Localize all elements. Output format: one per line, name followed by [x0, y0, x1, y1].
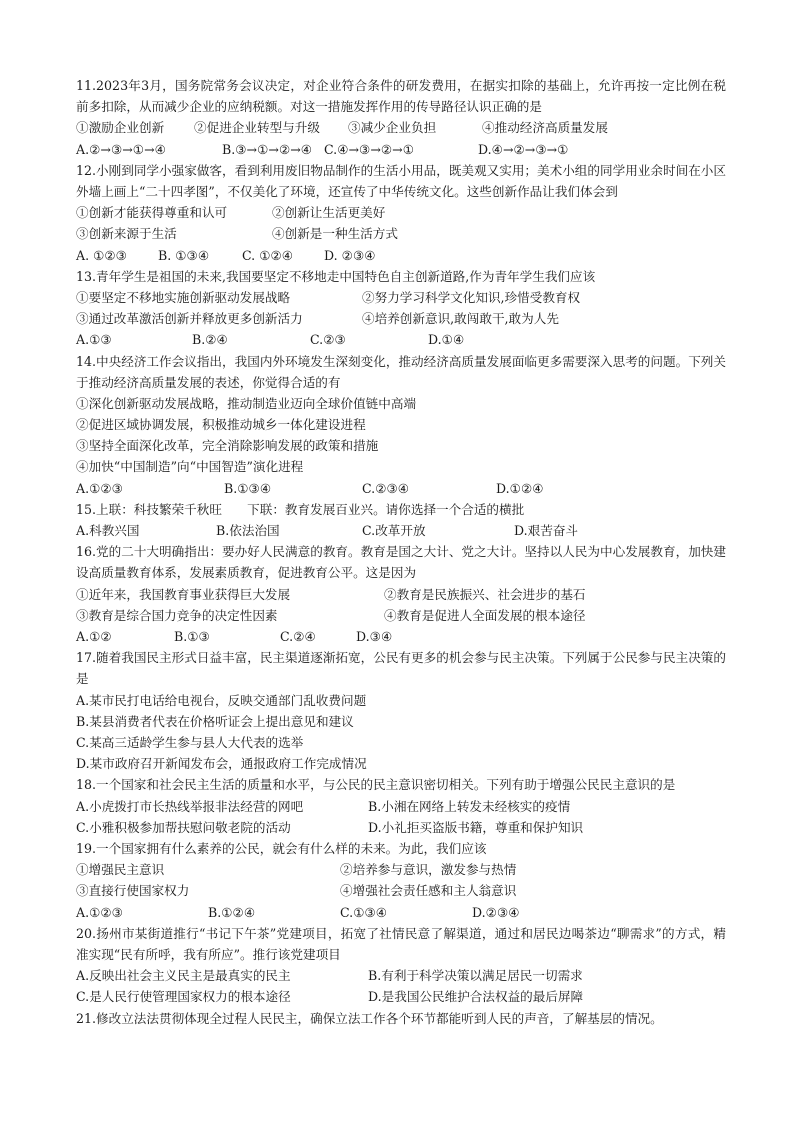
statement: ③通过改革激活创新并释放更多创新活力 — [76, 311, 303, 327]
option-c: C.改革开放 — [362, 523, 426, 539]
option-c: C.④→③→②→① — [324, 141, 415, 157]
option-a: A.②→③→①→④ — [76, 141, 166, 157]
options-row — [76, 796, 726, 817]
option-d: D.④→②→③→① — [478, 141, 569, 157]
statement-row — [76, 287, 726, 308]
question-stem: 15.上联：科技繁荣千秋旺 下联：教育发展百业兴。请你选择一个合适的横批 — [76, 501, 525, 517]
option-a: A.某市民打电话给电视台，反映交通部门乱收费问题 — [76, 692, 367, 708]
question-stem: 18.一个国家和社会民主生活的质量和水平，与公民的民主意识密切相关。下列有助于增强公民民主意识的是 — [76, 777, 676, 793]
statement-row — [76, 117, 726, 138]
statement-row — [76, 880, 726, 901]
options-row — [76, 245, 726, 266]
question-11 — [76, 75, 726, 160]
statement: ②促进区域协调发展，积极推动城乡一体化建设进程 — [76, 417, 366, 433]
option-c: C.②③ — [310, 332, 346, 348]
statement: ④教育是促进人全面发展的根本途径 — [384, 607, 586, 623]
statement: ③直接行使国家权力 — [76, 883, 190, 899]
option-d: D. ②③④ — [324, 247, 376, 263]
exam-page — [76, 75, 726, 1029]
option-a: A.①②③ — [76, 480, 123, 496]
question-stem: 12.小刚到同学小强家做客，看到利用废旧物品制作的生活小用品，既美观又实用；美术小组的同学用业余时间在小区外墙上画上“二十四孝图”，不仅美化了环境，还宣传了中华传统文化。这些创新作品让我们体会到 — [76, 162, 726, 199]
option-b: B.某县消费者代表在价格听证会上提出意见和建议 — [76, 713, 354, 729]
statement: ③坚持全面深化改革，完全消除影响发展的政策和措施 — [76, 438, 379, 454]
statement: ②努力学习科学文化知识,珍惜受教育权 — [362, 289, 581, 305]
option-c: C.②③④ — [362, 480, 410, 496]
statement-row — [76, 223, 726, 244]
option-d: D.艰苦奋斗 — [514, 523, 579, 539]
option-c: C.①③④ — [340, 904, 388, 920]
option-b: B.①③④ — [224, 480, 272, 496]
question-stem: 21.修改立法法贯彻体现全过程人民民主，确保立法工作各个环节都能听到人民的声音，了解基层的情况。 — [76, 1010, 663, 1026]
option-b: B.小湘在网络上转发未经核实的疫情 — [368, 798, 571, 814]
option-c: C.②④ — [280, 629, 316, 645]
option-b: B. ①③④ — [158, 247, 210, 263]
statement-row — [76, 605, 726, 626]
question-18 — [76, 774, 726, 838]
statement-row — [76, 202, 726, 223]
option-a: A.①② — [76, 629, 112, 645]
statement: ①增强民主意识 — [76, 862, 165, 878]
options-row — [76, 626, 726, 647]
option-a: A.①②③ — [76, 904, 123, 920]
statement-row — [76, 584, 726, 605]
options-row — [76, 478, 726, 499]
option-c: C. ①②④ — [242, 247, 294, 263]
option-b: B.②④ — [192, 332, 228, 348]
statement: ②促进企业转型与升级 — [194, 120, 320, 136]
option-b: B.有利于科学决策以满足居民一切需求 — [368, 968, 583, 984]
option-d: D.①④ — [428, 332, 465, 348]
options-row — [76, 329, 726, 350]
option-a: A. ①②③ — [76, 247, 127, 263]
statement: ②创新让生活更美好 — [272, 205, 386, 221]
question-14 — [76, 351, 726, 499]
question-20 — [76, 923, 726, 1008]
statement-row — [76, 308, 726, 329]
statement: ③减少企业负担 — [348, 120, 437, 136]
option-b: B.③→①→②→④ — [222, 141, 313, 157]
statement: ④推动经济高质量发展 — [482, 120, 608, 136]
statement: ④增强社会责任感和主人翁意识 — [340, 883, 517, 899]
question-16 — [76, 541, 726, 647]
statement: ④创新是一种生活方式 — [272, 226, 398, 242]
statement: ①深化创新驱动发展战略，推动制造业迈向全球价值链中高端 — [76, 395, 417, 411]
question-stem: 16.党的二十大明确指出：要办好人民满意的教育。教育是国之大计、党之大计。坚持以人民为中心发展教育，加快建设高质量教育体系，发展素质教育，促进教育公平。这是因为 — [76, 544, 726, 581]
option-d: D.①②④ — [496, 480, 544, 496]
statement: ④加快“中国制造”向“中国智造”演化进程 — [76, 459, 304, 475]
option-d: D.小礼拒买盗版书籍，尊重和保护知识 — [368, 819, 584, 835]
question-stem: 11.2023年3月，国务院常务会议决定，对企业符合条件的研发费用，在据实扣除的基础上，允许再按一定比例在税前多扣除，从而减少企业的应纳税额。对这一措施发挥作用的传导路径认识正确的是 — [76, 78, 726, 115]
question-stem: 14.中央经济工作会议指出，我国内外环境发生深刻变化，推动经济高质量发展面临更多需要深入思考的问题。下列关于推动经济高质量发展的表述，你觉得合适的有 — [76, 353, 726, 390]
option-a: A.①③ — [76, 332, 112, 348]
statement: ①近年来，我国教育事业获得巨大发展 — [76, 586, 291, 602]
question-stem: 19.一个国家拥有什么素养的公民，就会有什么样的未来。为此，我们应该 — [76, 840, 487, 856]
option-c: C.某高三适龄学生参与县人大代表的选举 — [76, 735, 304, 750]
options-row — [76, 902, 726, 923]
question-15 — [76, 499, 726, 541]
statement: ②培养参与意识，激发参与热情 — [340, 862, 517, 878]
statement: ①要坚定不移地实施创新驱动发展战略 — [76, 289, 291, 305]
option-a: A.小虎拨打市长热线举报非法经营的网吧 — [76, 798, 304, 814]
options-row — [76, 986, 726, 1007]
options-row — [76, 965, 726, 986]
question-21 — [76, 1008, 726, 1029]
option-a: A.反映出社会主义民主是最真实的民主 — [76, 968, 291, 984]
option-b: B.①②④ — [208, 904, 256, 920]
option-b: B.①③ — [174, 629, 210, 645]
option-d: D.②③④ — [472, 904, 520, 920]
options-row — [76, 520, 726, 541]
question-12 — [76, 160, 726, 266]
statement: ③创新来源于生活 — [76, 226, 177, 242]
option-d: D.某市政府召开新闻发布会，通报政府工作完成情况 — [76, 756, 367, 772]
question-13 — [76, 266, 726, 351]
option-d: D.③④ — [356, 629, 393, 645]
question-stem: 17.随着我国民主形式日益丰富，民主渠道逐渐拓宽，公民有更多的机会参与民主决策。下列属于公民参与民主决策的是 — [76, 650, 726, 687]
question-19 — [76, 838, 726, 923]
statement: ①激励企业创新 — [76, 120, 165, 136]
question-stem: 20.扬州市某街道推行“书记下午茶”党建项目，拓宽了社情民意了解渠道，通过和居民边喝茶边“聊需求”的方式，精准实现“民有所呼，我有所应”。推行该党建项目 — [76, 925, 726, 962]
options-row — [76, 139, 726, 160]
statement: ④培养创新意识,敢闯敢干,敢为人先 — [362, 311, 559, 327]
option-d: D.是我国公民维护合法权益的最后屏障 — [368, 989, 584, 1005]
option-b: B.依法治国 — [216, 523, 280, 539]
option-a: A.科教兴国 — [76, 523, 140, 539]
options-row — [76, 817, 726, 838]
option-c: C.是人民行使管理国家权力的根本途径 — [76, 989, 291, 1005]
statement: ②教育是民族振兴、社会进步的基石 — [384, 586, 586, 602]
statement-row — [76, 859, 726, 880]
statement: ①创新才能获得尊重和认可 — [76, 205, 228, 221]
statement: ③教育是综合国力竞争的决定性因素 — [76, 607, 278, 623]
question-17 — [76, 647, 726, 774]
question-stem: 13.青年学生是祖国的未来,我国要坚定不移地走中国特色自主创新道路,作为青年学生我们应该 — [76, 268, 596, 284]
option-c: C.小雅积极参加帮扶慰问敬老院的活动 — [76, 819, 291, 835]
